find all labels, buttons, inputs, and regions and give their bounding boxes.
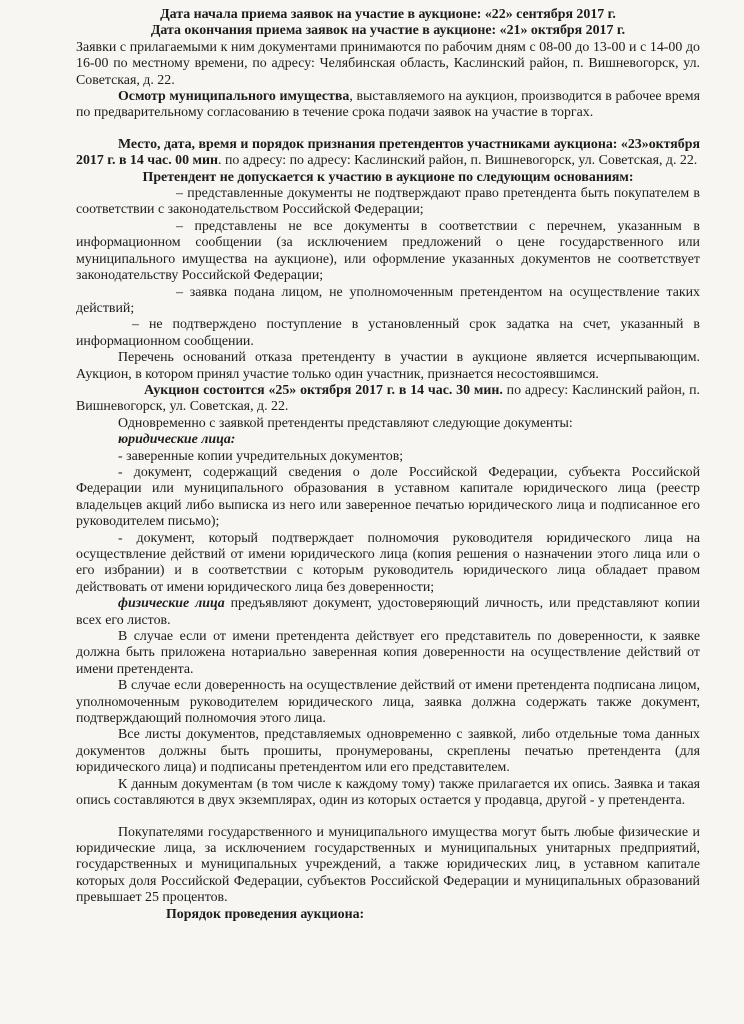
refusal-item: – представленные документы не подтверждают право претендента быть покупателем в соответствии с законодательством Российской Федерации; <box>76 186 700 218</box>
inventory-paragraph: К данным документам (в том числе к каждому тому) также прилагается их опись. Заявка и такая опись составляются в двух экземплярах, один из которых остается у продавца, другой - у претендента. <box>76 776 700 809</box>
legal-entities-heading: юридические лица: <box>118 432 236 448</box>
refusal-item: – не подтверждено поступление в установленный срок задатка на счет, указанный в информационном сообщении. <box>76 317 700 349</box>
buyers-paragraph: Покупателями государственного и муниципального имущества могут быть любые физические и юридические лица, за исключением государственных и муниципальных унитарных предприятий, государственных и муниципальных учреждений, а также юридических лиц, в уставном капитале которых доля Российской Федерации, субъектов Российской Федерации и муниципальных образований превышает 25 процентов. <box>76 824 700 906</box>
individuals-paragraph: физические лица предъявляют документ, удостоверяющий личность, или представляют копии всех его листов. <box>76 596 700 628</box>
recognition-paragraph: Место, дата, время и порядок признания претендентов участниками аукциона: «23»октября 2017 г. в 14 час. 00 мин. по адресу: по адресу: Каслинский район, п. Вишневогорск, ул. Советская, д. 22. <box>76 136 700 169</box>
end-date-line: Дата окончания приема заявок на участие в аукционе: «21» октября 2017 г. <box>150 23 626 39</box>
legal-entities-item: - заверенные копии учредительных документов; <box>118 448 404 464</box>
procedure-heading: Порядок проведения аукциона: <box>166 906 365 922</box>
start-date-line: Дата начала приема заявок на участие в аукционе: «22» сентября 2017 г. <box>160 7 616 22</box>
sheets-paragraph: Все листы документов, представляемых одновременно с заявкой, либо отдельные тома данных документов должны быть прошиты, пронумерованы, скреплены печатью претендента (для юридического лица) и подписаны претендентом или его представителем. <box>76 727 700 776</box>
refusal-item: – заявка подана лицом, не уполномоченным претендентом на осуществление таких действий; <box>76 284 700 316</box>
legal-entities-item: - документ, содержащий сведения о доле Российской Федерации, субъекта Российской Федерации или муниципального образования в уставном капитале юридического лица (реестр владельцев акций либо выписка из него или заверенное печатью юридического лица и подписанное его руководителем письмо); <box>76 464 700 530</box>
documents-intro: Одновременно с заявкой претенденты представляют следующие документы: <box>118 415 573 431</box>
auction-date-paragraph: Аукцион состоится «25» октября 2017 г. в 14 час. 30 мин. по адресу: Каслинский район, п. Вишневогорск, ул. Советская, д. 22. <box>76 382 700 415</box>
power-of-attorney-paragraph: В случае если доверенность на осуществление действий от имени претендента подписана лицом, уполномоченным руководителем юридического лица, заявка должна содержать также документ, подтверждающий полномочия этого лица. <box>76 678 700 727</box>
refusal-heading: Претендент не допускается к участию в аукционе по следующим основаниям: <box>142 169 634 185</box>
inspection-paragraph: Осмотр муниципального имущества, выставляемого на аукцион, производится в рабочее время по предварительному согласованию в течение срока подачи заявок на участие в торгах. <box>76 89 700 121</box>
refusal-item: – представлены не все документы в соответствии с перечнем, указанным в информационном сообщении (за исключением предложений о цене государственного или муниципального имущества на аукционе), или оформление указанных документов не соответствует законодательству Российской Федерации; <box>76 218 700 284</box>
refusal-exhaustive-paragraph: Перечень оснований отказа претенденту в участии в аукционе является исчерпывающим. Аукцион, в котором принял участие только один участник, признается несостоявшимся. <box>76 350 700 382</box>
applications-paragraph: Заявки с прилагаемыми к ним документами принимаются по рабочим дням с 08-00 до 13-00 и с 14-00 до 16-00 по местному времени, по адресу: Челябинская область, Каслинский район, п. Вишневогорск, ул. Советская, д. 22. <box>76 39 700 88</box>
representative-paragraph: В случае если от имени претендента действует его представитель по доверенности, к заявке должна быть приложена нотариально заверенная копия доверенности на осуществление действий от имени претендента. <box>76 629 700 677</box>
legal-entities-item: - документ, который подтверждает полномочия руководителя юридического лица на осуществление действий от имени юридического лица (копия решения о назначении этого лица или о его избрании) и в соответствии с которым руководитель юридического лица обладает правом действовать от имени юридического лица без доверенности; <box>76 530 700 595</box>
